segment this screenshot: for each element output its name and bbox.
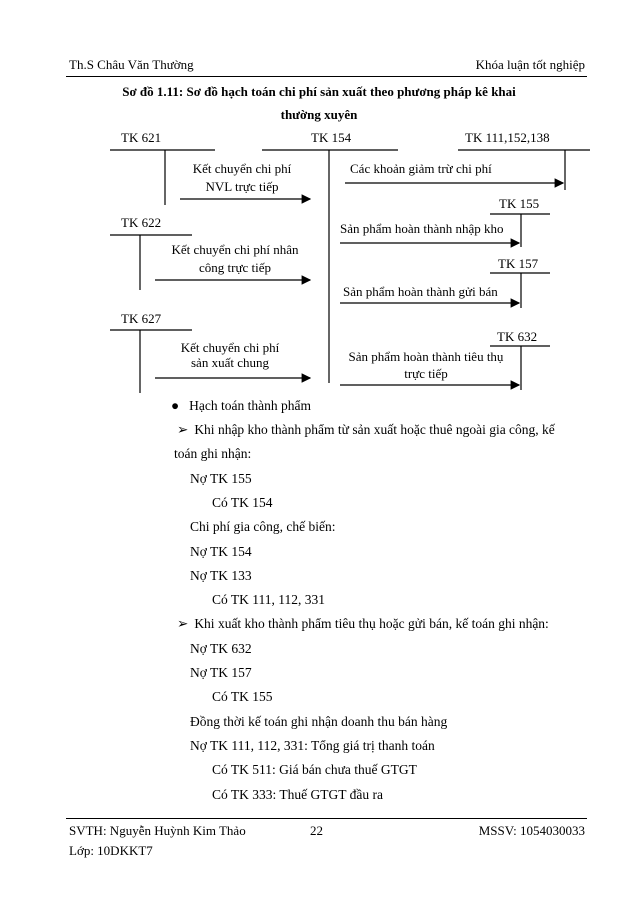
kc627-label-line1: Kết chuyển chi phí xyxy=(180,340,280,355)
footer-mssv: MSSV: 1054030033 xyxy=(478,823,585,838)
kc622-label-line2: công trực tiếp xyxy=(198,260,272,275)
entry-no-632: Nợ TK 632 xyxy=(190,641,252,656)
entry-co-511: Có TK 511: Giá bán chưa thuế GTGT xyxy=(212,762,417,777)
bullet-text: Hạch toán thành phẩm xyxy=(189,398,311,413)
entry-no-154: Nợ TK 154 xyxy=(190,544,252,559)
entry-no-157: Nợ TK 157 xyxy=(190,665,252,680)
gui-ban-label: Sản phẩm hoàn thành gửi bán xyxy=(343,284,498,299)
kc621-label-line2: NVL trực tiếp xyxy=(205,179,279,194)
tk157-label: TK 157 xyxy=(498,256,539,271)
kc622-label-line1: Kết chuyển chi phí nhân xyxy=(171,242,299,257)
footer-class: Lớp: 10DKKT7 xyxy=(69,843,153,858)
bullet-item xyxy=(171,398,311,414)
entry-no-155: Nợ TK 155 xyxy=(190,471,252,486)
entry-co-154: Có TK 154 xyxy=(212,495,273,510)
kc621-label-line1: Kết chuyển chi phí xyxy=(192,161,292,176)
paragraph-1-line2: toán ghi nhận: xyxy=(174,446,252,461)
tk627-label: TK 627 xyxy=(121,311,162,326)
paragraph-1-line1 xyxy=(177,422,555,438)
paragraph-1-text: Khi nhập kho thành phẩm từ sản xuất hoặc thuê ngoài gia công, kế xyxy=(194,422,555,437)
bullet-dot: ● xyxy=(171,398,180,413)
paragraph-2-text: Khi xuất kho thành phẩm tiêu thụ hoặc gửi bán, kế toán ghi nhận: xyxy=(194,616,549,631)
footer-page-number: 22 xyxy=(310,823,323,838)
entry-no-133: Nợ TK 133 xyxy=(190,568,252,583)
tk621-label: TK 621 xyxy=(121,130,162,145)
entry-no-111: Nợ TK 111, 112, 331: Tổng giá trị thanh toán xyxy=(190,738,435,753)
giam-tru-label: Các khoản giảm trừ chi phí xyxy=(350,161,492,176)
nhap-kho-label: Sản phẩm hoàn thành nhập kho xyxy=(340,221,504,236)
footer-rule xyxy=(66,818,587,819)
kc627-label-line2: sản xuất chung xyxy=(191,355,269,370)
diagram-title-line2: thường xuyên xyxy=(280,107,358,122)
tieu-thu-label-line2: trực tiếp xyxy=(404,366,448,381)
entry-chi-phi-gia-cong: Chi phí gia công, chế biến: xyxy=(190,519,336,534)
tk111-label: TK 111,152,138 xyxy=(465,130,550,145)
entry-co-111: Có TK 111, 112, 331 xyxy=(212,592,326,607)
tk632-label: TK 632 xyxy=(497,329,538,344)
tk154-label: TK 154 xyxy=(311,130,352,145)
tk622-label: TK 622 xyxy=(121,215,162,230)
footer-student: SVTH: Nguyễn Huỳnh Kim Thảo xyxy=(69,823,246,838)
tieu-thu-label-line1: Sản phẩm hoàn thành tiêu thụ xyxy=(348,349,504,364)
tk155-label: TK 155 xyxy=(499,196,540,211)
header-thesis-title: Khóa luận tốt nghiệp xyxy=(475,57,585,72)
entry-doanh-thu: Đồng thời kế toán ghi nhận doanh thu bán hàng xyxy=(190,714,448,729)
diagram-title-line1: Sơ đồ 1.11: Sơ đồ hạch toán chi phí sản xuất theo phương pháp kê khai xyxy=(122,84,516,99)
arrow-bullet-icon: ➢ xyxy=(177,422,189,437)
entry-co-333: Có TK 333: Thuế GTGT đầu ra xyxy=(212,787,383,802)
paragraph-2 xyxy=(177,616,549,632)
header-author: Th.S Châu Văn Thường xyxy=(69,57,194,72)
arrow-bullet-icon: ➢ xyxy=(177,616,189,631)
entry-co-155: Có TK 155 xyxy=(212,689,273,704)
